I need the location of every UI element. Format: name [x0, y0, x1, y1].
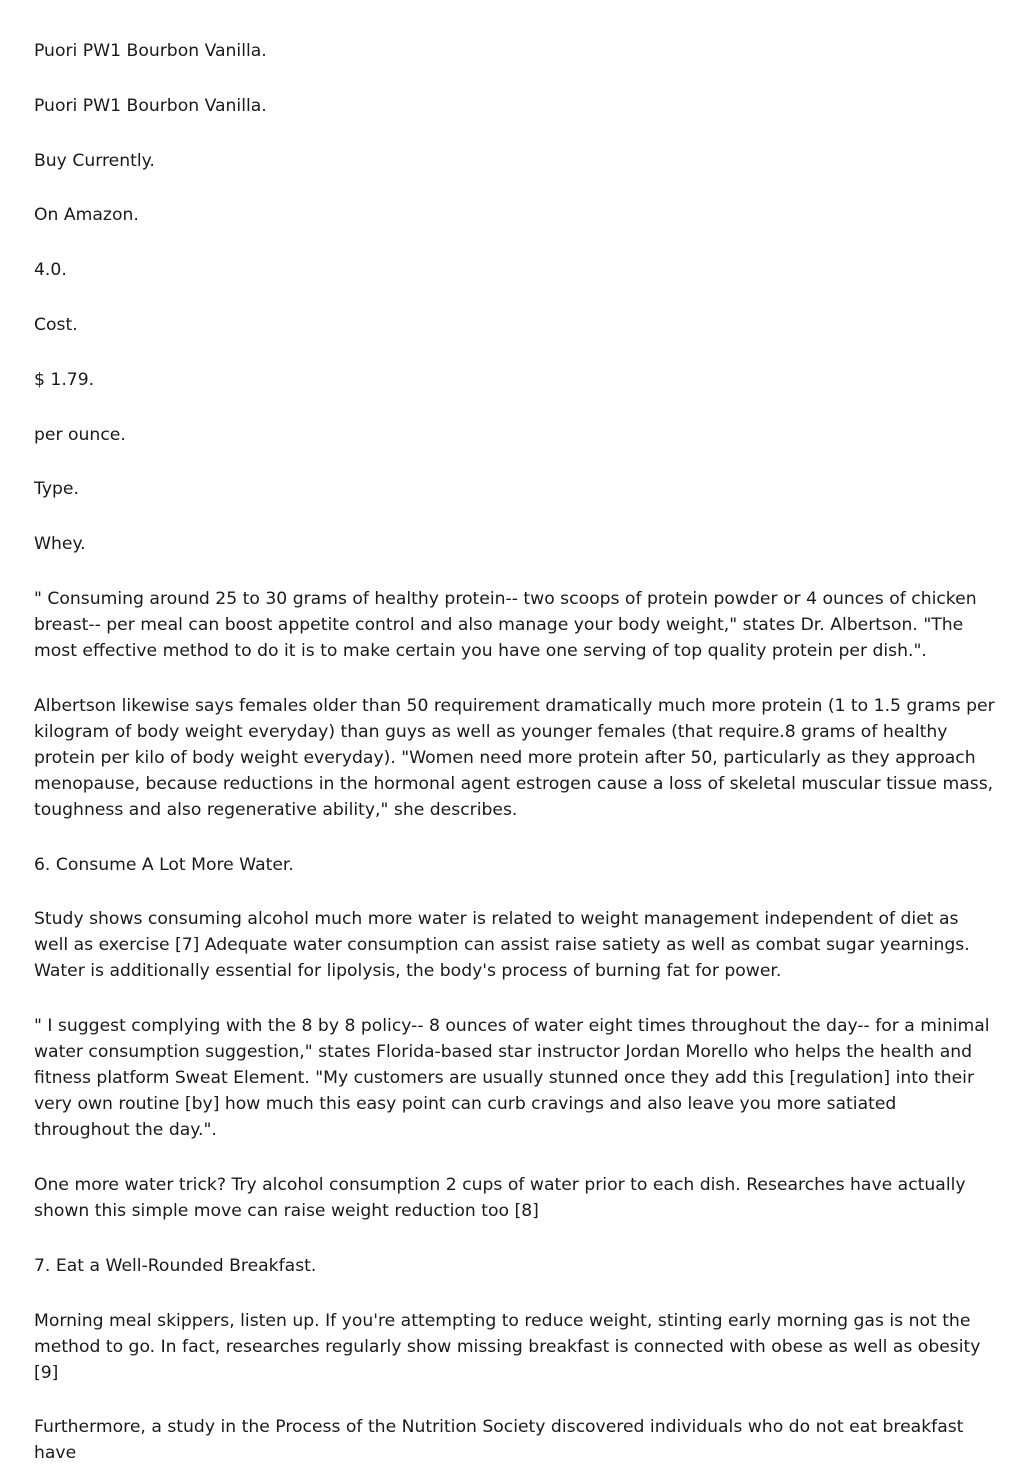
body-paragraph: " Consuming around 25 to 30 grams of healthy protein-- two scoops of protein powder or 4 ounces of chicken breast-- per meal can boost appetite control and also manage your body weight," states Dr. Albertson. "The most effective method to do it is to make certain you have one serving of top quality protein per dish.". — [34, 588, 977, 661]
product-name-line: Puori PW1 Bourbon Vanilla. — [34, 41, 267, 61]
price-value: $ 1.79. — [34, 369, 95, 390]
body-paragraph: " I suggest complying with the 8 by 8 policy-- 8 ounces of water eight times throughout the day-- for a minimal water consumption suggestion," states Florida-based star instructor Jordan Morello who helps the health and fitness platform Sweat Element. "My customers are usually stunned once they add this [regulation] into their very own routine [by] how much this easy point can curb cravings and also leave you more satiated throughout the day.". — [34, 1016, 990, 1141]
body-paragraph: One more water trick? Try alcohol consumption 2 cups of water prior to each dish. Researches have actually shown this simple move can raise weight reduction too [8] — [34, 1174, 966, 1221]
buy-currently-line: Buy Currently. — [34, 150, 155, 171]
section-heading: 6. Consume A Lot More Water. — [34, 854, 294, 875]
body-paragraph: Albertson likewise says females older than 50 requirement dramatically much more protein (1 to 1.5 grams per kilogram of body weight everyday) than guys as well as younger females (that require.8 grams of healthy protein per kilo of body weight everyday). "Women need more protein after 50, particularly as they approach menopause, because reductions in the hormonal agent estrogen cause a loss of skeletal muscular tissue mass, toughness and also regenerative ability," she describes. — [34, 695, 995, 820]
section-heading: 7. Eat a Well-Rounded Breakfast. — [34, 1255, 317, 1276]
rating-value: 4.0. — [34, 260, 67, 281]
cost-label: Cost. — [34, 314, 78, 335]
document-page — [34, 38, 996, 1466]
body-paragraph: Furthermore, a study in the Process of the Nutrition Society discovered individuals who do not eat breakfast have — [34, 1417, 964, 1464]
product-name-line: Puori PW1 Bourbon Vanilla. — [34, 95, 267, 116]
body-paragraph: Morning meal skippers, listen up. If you're attempting to reduce weight, stinting early morning gas is not the method to go. In fact, researches regularly show missing breakfast is connected with obese as well as obesity [9] — [34, 1310, 981, 1383]
type-label: Type. — [34, 479, 79, 500]
type-value: Whey. — [34, 534, 86, 555]
retailer-line: On Amazon. — [34, 205, 139, 226]
body-paragraph: Study shows consuming alcohol much more water is related to weight management independent of diet as well as exercise [7] Adequate water consumption can assist raise satiety as well as combat sugar yearnings. Water is additionally essential for lipolysis, the body's process of burning fat for power. — [34, 909, 970, 982]
price-unit: per ounce. — [34, 424, 126, 445]
